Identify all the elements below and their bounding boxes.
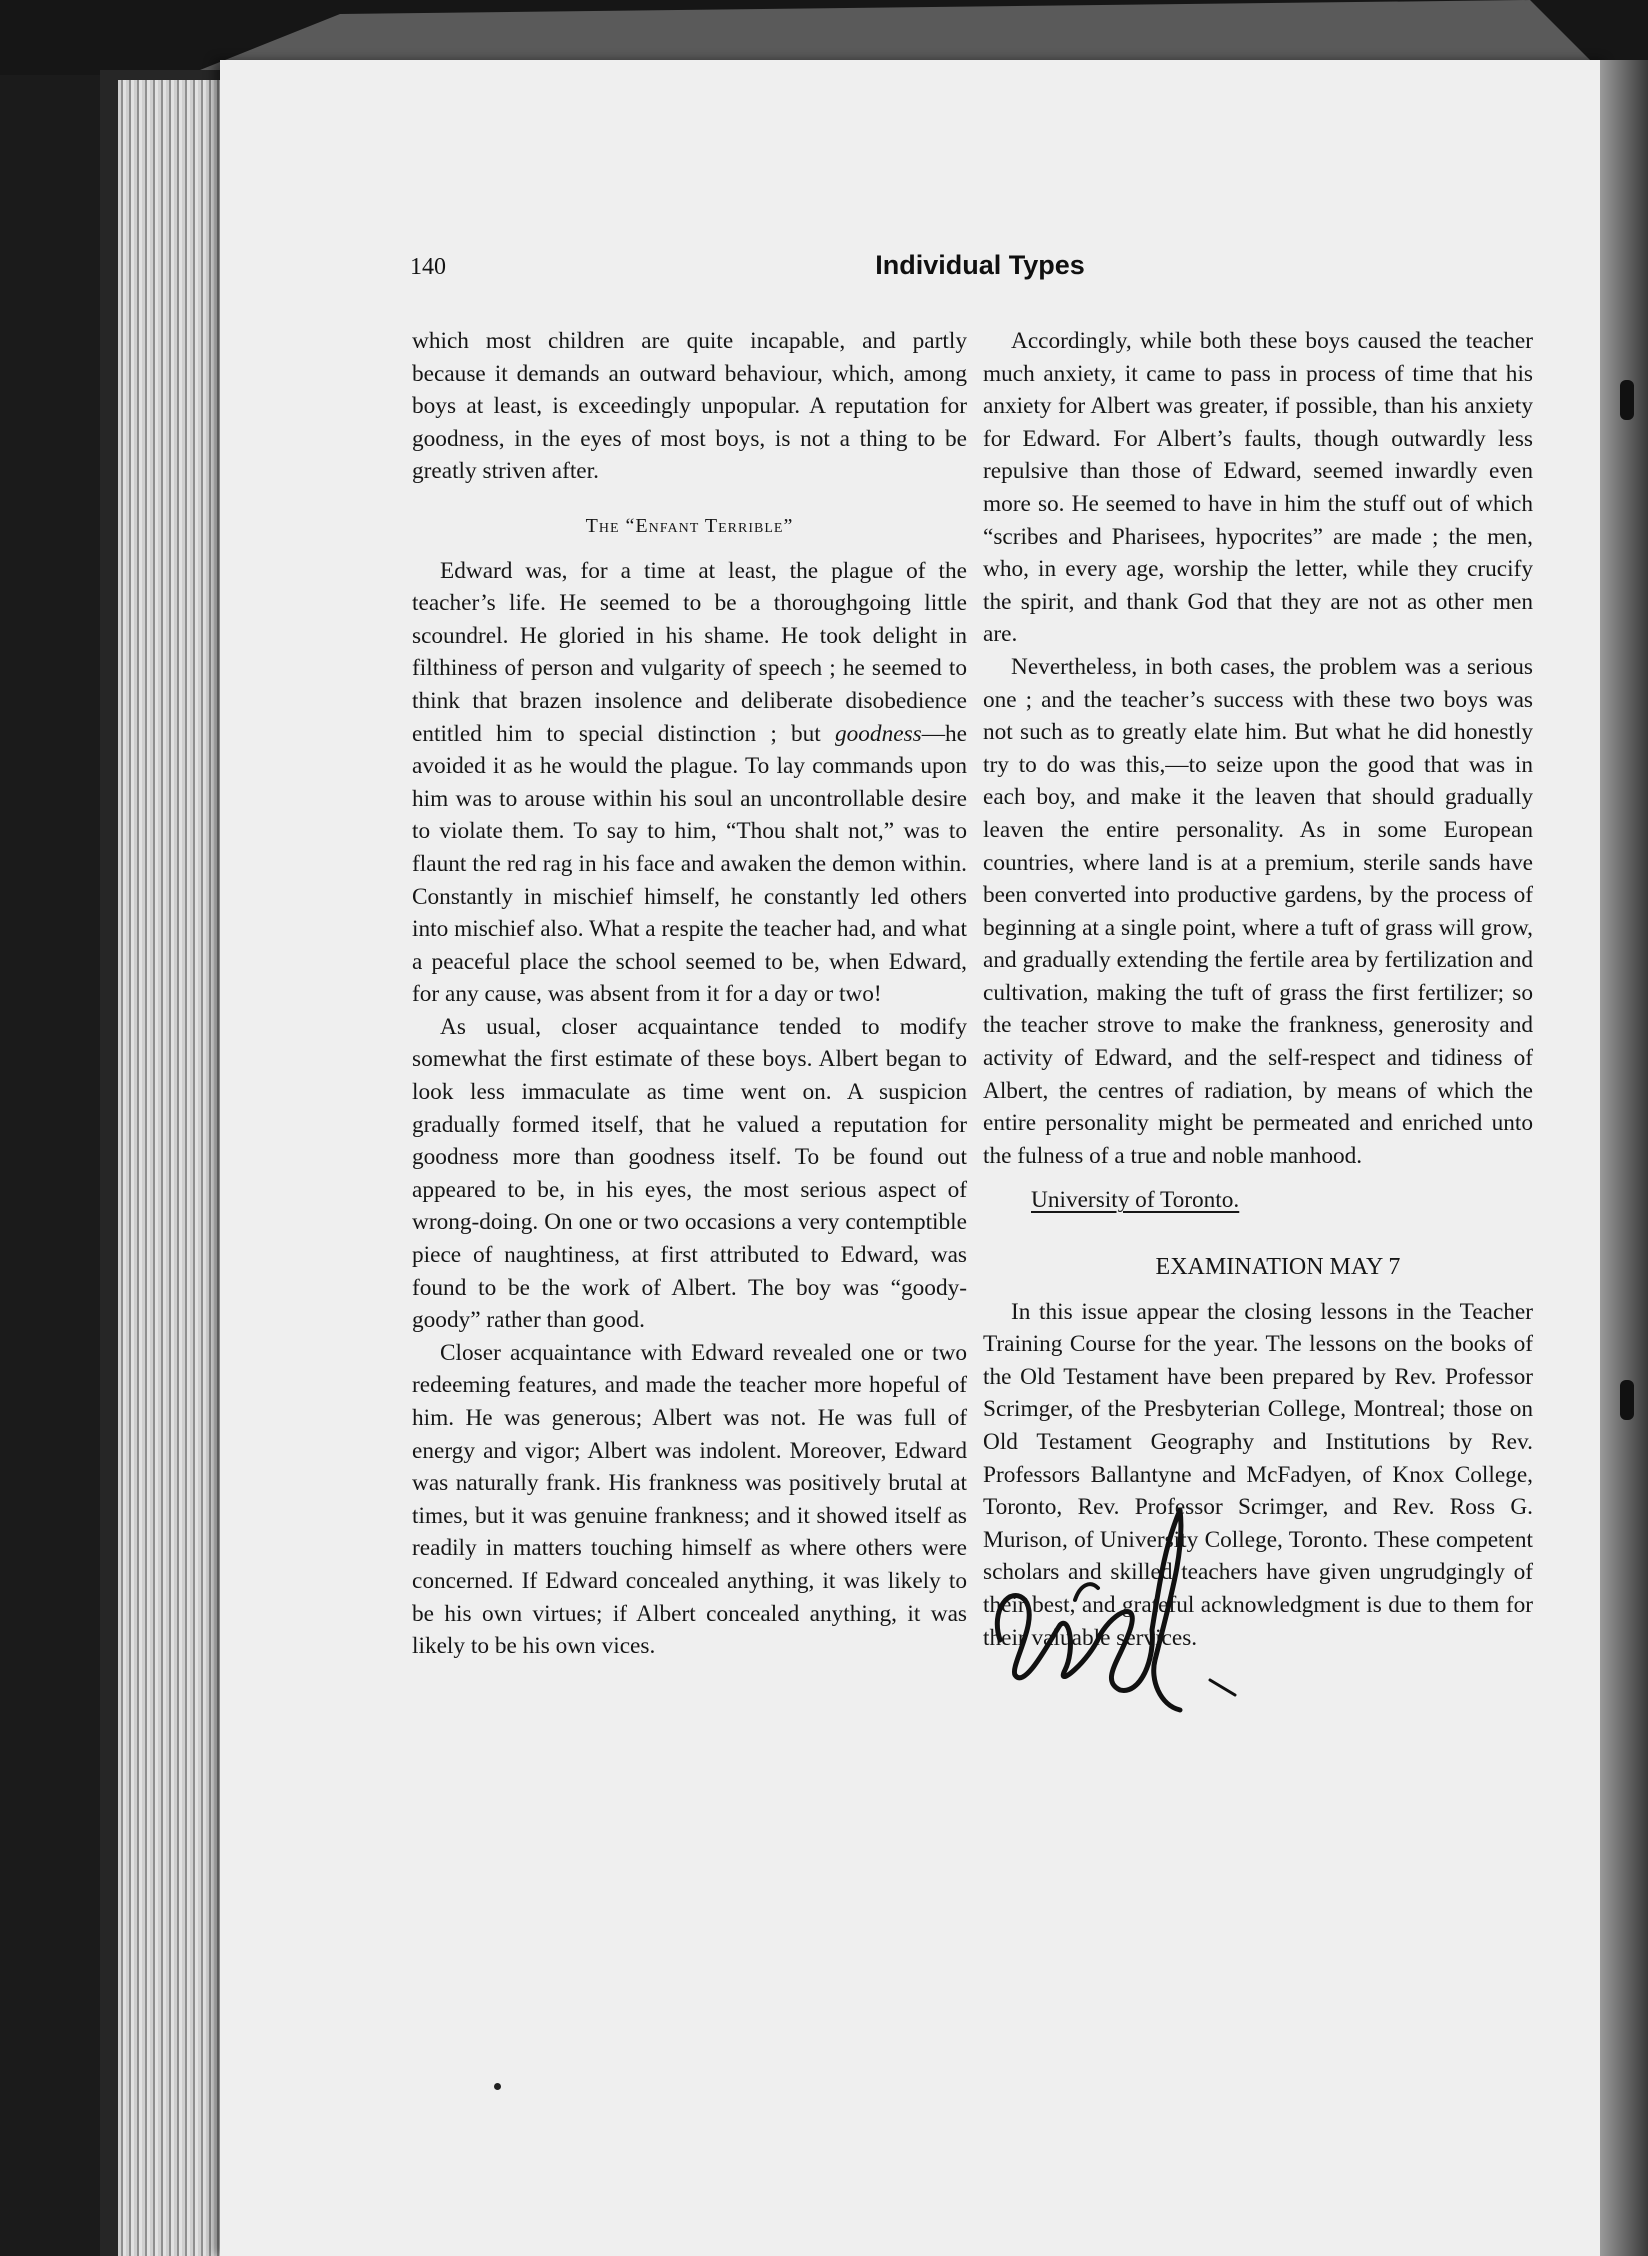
left-column [412,325,967,1663]
binding-mark [1620,1380,1634,1420]
signoff: University of Toronto. [1031,1187,1240,1214]
text-run: —he avoided it as he would the plague. To lay commands upon him was to arouse within his soul an uncontrollable desire to violate them. To say to him, “Thou shalt not,” was to flaunt the red rag in his face and awaken the demon within. Constantly in mischief himself, he constantly led others into mischief also. What a respite the teacher had, and what a peaceful place the school seemed to be, when Edward, for any cause, was absent from it for a day or two! [412,720,967,1008]
paragraph: which most children are quite incapable, and partly because it demands an outward behaviour, which, among boys at least, is exceedingly unpopular. A reputation for goodness, in the eyes of most boys, is not a thing to be greatly striven after. [412,328,967,485]
paragraph [412,555,967,1011]
running-title: Individual Types [875,250,1085,280]
text-run: Edward was, for a time at least, the plague of the teacher’s life. He seemed to be a thoroughgoing little scoundrel. He gloried in his shame. He took delight in filthiness of person and vulgarity of speech ; he seemed to think that brazen insolence and deliberate disobedience entitled him to special distinction ; but [412,557,967,747]
paragraph: Closer acquaintance with Edward revealed one or two redeeming features, and made the teacher more hopeful of him. He was generous; Albert was not. He was full of energy and vigor; Albert was indolent. Moreover, Edward was naturally frank. His frankness was positively brutal at times, but it was genuine frankness; and it showed itself as readily in matters touching himself as where others were concerned. If Edward concealed anything, it was likely to be his own virtues; if Albert concealed anything, it was likely to be his own vices. [412,1339,967,1660]
italic-word: goodness [834,720,922,747]
paragraph: As usual, closer acquaintance tended to modify somewhat the first estimate of these boys. Albert began to look less immaculate as time went on. A suspicion gradually formed itself, that he valued a reputation for goodness more than goodness itself. To be found out appeared to be, in his eyes, the most serious aspect of wrong-doing. On one or two occasions a very contemptible piece of naughtiness, at first attributed to Edward, was found to be the work of Albert. The boy was “goody-goody” rather than good. [412,1013,967,1334]
page-number: 140 [410,254,446,280]
paragraph: Accordingly, while both these boys caused the teacher much anxiety, it came to pass in process of time that his anxiety for Albert was greater, if possible, than his anxiety for Edward. For Albert’s faults, though outwardly less repulsive than those of Edward, seemed inwardly even more so. He seemed to have in him the stuff out of which “scribes and Pharisees, hypocrites” are made ; the men, who, in every age, worship the letter, while they crucify the spirit, and thank God that they are not as other men are. [983,328,1533,648]
section-heading: The “Enfant Terrible” [585,514,794,537]
paragraph: Nevertheless, in both cases, the problem was a serious one ; and the teacher’s success with these two boys was not such as to greatly elate him. But what he did honestly try to do was this,—to seize upon the good that was in each boy, and make it the leaven that should gradually leaven the entire personality. As in some European countries, where land is at a premium, sterile sands have been converted into productive gardens, by the process of beginning at a single point, where a tuft of grass will grow, and gradually extending the fertile area by fertilization and cultivation, making the tuft of grass the first fertilizer; so the teacher strove to make the frankness, generosity and activity of Edward, and the self-respect and tidiness of Albert, the centres of radiation, by means of which the entire personality might be permeated and enriched unto the fulness of a true and noble manhood. [983,653,1533,1169]
handwritten-signature [980,1490,1240,1740]
right-column [983,325,1533,1654]
paragraph: In this issue appear the closing lessons in the Teacher Training Course for the year. The lessons on the books of the Old Testament have been prepared by Rev. Professor Scrimger, of the Presbyterian College, Montreal; those on Old Testament Geography and Institutions by Rev. Professors Ballantyne and McFadyen, of Knox College, Toronto, Rev. Professor Scrimger, and Rev. Ross G. Murison, of University College, Toronto. These competent scholars and skilled teachers have given ungrudgingly of their best, and grateful acknowledgment is due to them for their valuable services. [983,1298,1533,1651]
section-heading: EXAMINATION MAY 7 [1155,1254,1401,1281]
binding-mark [1620,380,1634,420]
stray-mark [494,2083,501,2090]
page-stack-edges [118,80,228,2256]
running-head [410,250,1590,290]
